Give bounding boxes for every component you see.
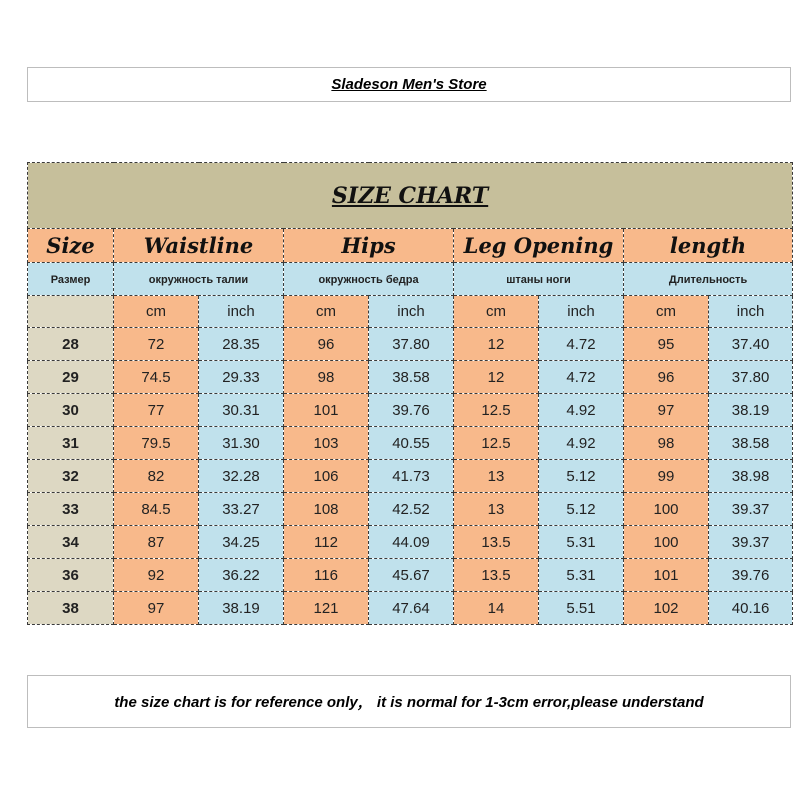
header-ru-leg-opening-label: штаны ноги	[506, 274, 571, 286]
value-cell: 100	[624, 493, 709, 526]
value-cell: 96	[624, 361, 709, 394]
value-cell: 99	[624, 460, 709, 493]
header-leg-opening	[454, 229, 624, 263]
size-cell: 30	[28, 394, 114, 427]
value-cell: 108	[284, 493, 369, 526]
header-length	[624, 229, 793, 263]
value-cell: 32.28	[199, 460, 284, 493]
value-cell: 101	[284, 394, 369, 427]
value-cell: 12.5	[454, 394, 539, 427]
value-cell: 4.92	[539, 394, 624, 427]
value-cell: 28.35	[199, 328, 284, 361]
header-size	[28, 229, 114, 263]
unit-cell: cm	[624, 296, 709, 328]
value-cell: 40.16	[709, 592, 793, 625]
value-cell: 112	[284, 526, 369, 559]
value-cell: 41.73	[369, 460, 454, 493]
value-cell: 116	[284, 559, 369, 592]
disclaimer-text: the size chart is for reference only， it is normal for 1-3cm error,please understand	[114, 694, 704, 711]
value-cell: 12	[454, 361, 539, 394]
value-cell: 39.37	[709, 526, 793, 559]
value-cell: 37.80	[369, 328, 454, 361]
unit-cell: cm	[284, 296, 369, 328]
value-cell: 95	[624, 328, 709, 361]
value-cell: 97	[114, 592, 199, 625]
value-cell: 13	[454, 460, 539, 493]
value-cell: 38.19	[199, 592, 284, 625]
disclaimer-box	[27, 675, 791, 728]
value-cell: 38.58	[369, 361, 454, 394]
size-cell: 36	[28, 559, 114, 592]
size-cell: 34	[28, 526, 114, 559]
value-cell: 98	[624, 427, 709, 460]
value-cell: 45.67	[369, 559, 454, 592]
header-leg-opening-label: Leg Opening	[463, 233, 614, 258]
value-cell: 103	[284, 427, 369, 460]
header-hips	[284, 229, 454, 263]
value-cell: 79.5	[114, 427, 199, 460]
table-row	[28, 394, 793, 427]
header-ru-hips-label: окружность бедра	[318, 274, 419, 286]
value-cell: 98	[284, 361, 369, 394]
header-ru-waistline	[114, 263, 284, 296]
value-cell: 5.31	[539, 526, 624, 559]
table-row	[28, 592, 793, 625]
value-cell: 101	[624, 559, 709, 592]
value-cell: 82	[114, 460, 199, 493]
header-length-label: length	[669, 233, 747, 258]
value-cell: 34.25	[199, 526, 284, 559]
table-row	[28, 328, 793, 361]
table-row	[28, 559, 793, 592]
unit-cell: inch	[539, 296, 624, 328]
unit-cell: inch	[709, 296, 793, 328]
value-cell: 4.92	[539, 427, 624, 460]
table-row	[28, 427, 793, 460]
table-row	[28, 493, 793, 526]
chart-title-cell	[28, 163, 793, 229]
value-cell: 121	[284, 592, 369, 625]
value-cell: 47.64	[369, 592, 454, 625]
header-ru-length-label: Длительность	[668, 274, 748, 286]
value-cell: 4.72	[539, 328, 624, 361]
value-cell: 87	[114, 526, 199, 559]
unit-cell: inch	[199, 296, 284, 328]
value-cell: 97	[624, 394, 709, 427]
value-cell: 44.09	[369, 526, 454, 559]
value-cell: 13.5	[454, 526, 539, 559]
header-waistline-label: Waistline	[143, 233, 254, 258]
value-cell: 39.76	[709, 559, 793, 592]
size-cell: 32	[28, 460, 114, 493]
value-cell: 38.58	[709, 427, 793, 460]
value-cell: 38.19	[709, 394, 793, 427]
unit-size-blank	[28, 296, 114, 328]
value-cell: 72	[114, 328, 199, 361]
header-size-label: Size	[46, 233, 95, 258]
size-chart-table	[27, 162, 793, 625]
value-cell: 14	[454, 592, 539, 625]
unit-cell: inch	[369, 296, 454, 328]
table-row	[28, 526, 793, 559]
header-ru-waistline-label: окружность талии	[148, 274, 249, 286]
value-cell: 77	[114, 394, 199, 427]
value-cell: 33.27	[199, 493, 284, 526]
value-cell: 84.5	[114, 493, 199, 526]
value-cell: 5.51	[539, 592, 624, 625]
header-ru-leg-opening	[454, 263, 624, 296]
value-cell: 96	[284, 328, 369, 361]
header-hips-label: Hips	[341, 233, 396, 258]
value-cell: 5.12	[539, 493, 624, 526]
table-row	[28, 460, 793, 493]
header-waistline	[114, 229, 284, 263]
size-cell: 29	[28, 361, 114, 394]
value-cell: 29.33	[199, 361, 284, 394]
unit-cell: cm	[114, 296, 199, 328]
value-cell: 37.40	[709, 328, 793, 361]
header-ru-size-label: Размер	[50, 274, 91, 286]
value-cell: 38.98	[709, 460, 793, 493]
store-title: Sladeson Men's Store	[331, 76, 487, 93]
store-header	[27, 67, 791, 102]
unit-cell: cm	[454, 296, 539, 328]
value-cell: 92	[114, 559, 199, 592]
size-cell: 38	[28, 592, 114, 625]
size-cell: 28	[28, 328, 114, 361]
value-cell: 13	[454, 493, 539, 526]
value-cell: 13.5	[454, 559, 539, 592]
value-cell: 5.12	[539, 460, 624, 493]
value-cell: 102	[624, 592, 709, 625]
size-cell: 33	[28, 493, 114, 526]
header-ru-length	[624, 263, 793, 296]
value-cell: 106	[284, 460, 369, 493]
value-cell: 31.30	[199, 427, 284, 460]
value-cell: 42.52	[369, 493, 454, 526]
value-cell: 39.76	[369, 394, 454, 427]
size-cell: 31	[28, 427, 114, 460]
value-cell: 5.31	[539, 559, 624, 592]
header-ru-size	[28, 263, 114, 296]
header-ru-hips	[284, 263, 454, 296]
value-cell: 39.37	[709, 493, 793, 526]
value-cell: 74.5	[114, 361, 199, 394]
value-cell: 36.22	[199, 559, 284, 592]
value-cell: 4.72	[539, 361, 624, 394]
value-cell: 40.55	[369, 427, 454, 460]
value-cell: 100	[624, 526, 709, 559]
value-cell: 12.5	[454, 427, 539, 460]
value-cell: 30.31	[199, 394, 284, 427]
chart-title: SIZE CHART	[331, 182, 489, 209]
value-cell: 12	[454, 328, 539, 361]
value-cell: 37.80	[709, 361, 793, 394]
table-row	[28, 361, 793, 394]
